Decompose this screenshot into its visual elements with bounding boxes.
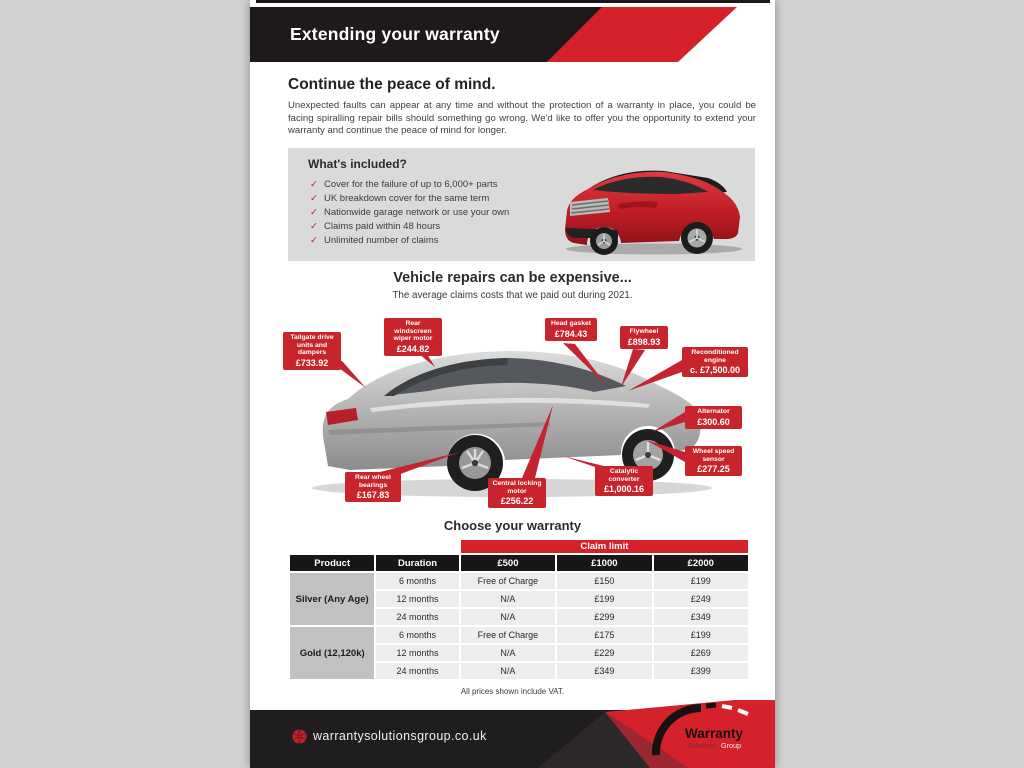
table-row: 24 months N/A £299 £349 [290,609,748,625]
header-banner [250,7,775,62]
included-list [310,178,509,248]
pricing-table [288,538,750,681]
table-row: 12 months N/A £229 £269 [290,645,748,661]
check-icon: ✓ [310,179,318,190]
col-header-product: Product [290,555,374,571]
footer [250,700,775,768]
red-suv-image [558,156,750,256]
callout-flywheel: Flywheel £898.93 [620,326,668,349]
callout-wheel-bearings: Rear wheel bearings £167.83 [345,472,401,502]
table-row: Gold (12,120k) 6 months Free of Charge £175 £199 [290,627,748,643]
whats-included-heading: What's included? [308,157,407,171]
col-header-1000: £1000 [557,555,651,571]
check-icon: ✓ [310,221,318,232]
col-header-2000: £2000 [654,555,748,571]
flyer-page [250,0,775,768]
list-item: ✓ Nationwide garage network or use your own [310,207,510,218]
product-gold: Gold (12,120k) [290,627,374,679]
product-silver: Silver (Any Age) [290,573,374,625]
callout-head-gasket: Head gasket £784.43 [545,318,597,341]
callout-tailgate: Tailgate drive units and dampers £733.92 [283,332,341,370]
globe-icon [292,729,307,744]
warranty-solutions-group-logo [645,700,770,764]
callout-locking-motor: Central locking motor £256.22 [488,478,546,508]
repairs-title: Vehicle repairs can be expensive... [393,270,632,286]
table-row: Silver (Any Age) 6 months Free of Charge £150 £199 [290,573,748,589]
list-item: ✓ Claims paid within 48 hours [310,221,441,232]
intro-heading: Continue the peace of mind. [288,76,496,93]
website-link[interactable]: warrantysolutionsgroup.co.uk [313,729,487,743]
repair-cost-diagram [250,308,775,513]
whats-included-panel [288,148,755,261]
table-header-row [290,555,748,571]
table-row: 24 months N/A £349 £399 [290,663,748,679]
check-icon: ✓ [310,207,318,218]
callout-wiper-motor: Rear windscreen wiper motor £244.82 [384,318,442,356]
claim-limit-header: Claim limit [461,540,748,553]
table-row: 12 months N/A £199 £249 [290,591,748,607]
check-icon: ✓ [310,235,318,246]
check-icon: ✓ [310,193,318,204]
pricing-table-wrap [288,538,750,681]
logo-word-group: Group [721,741,741,750]
logo-word-solutions: Solutions [687,741,717,750]
callout-catalytic: Catalytic converter £1,000.16 [595,466,653,496]
intro-paragraph: Unexpected faults can appear at any time and without the protection of a warranty in place, you could be facing spiralling repair bills should something go wrong. We'd like to offer you the opportunity to extend your warranty and continue the peace of mind for longer. [288,100,756,137]
logo-word-warranty: Warranty [685,726,744,741]
list-item: ✓ Cover for the failure of up to 6,000+ parts [310,179,498,190]
repairs-subtitle: The average claims costs that we paid out during 2021. [392,290,633,301]
callout-engine: Reconditioned engine c. £7,500.00 [682,347,748,377]
col-header-500: £500 [461,555,555,571]
vat-note: All prices shown include VAT. [460,687,565,696]
col-header-duration: Duration [376,555,458,571]
page-top-edge [256,0,770,3]
table-corner-cell [290,540,459,553]
callout-wheel-sensor: Wheel speed sensor £277.25 [685,446,742,476]
table-title: Choose your warranty [443,518,582,533]
page-title: Extending your warranty [290,24,500,44]
callout-alternator: Alternator £300.60 [685,406,742,429]
list-item: ✓ UK breakdown cover for the same term [310,193,490,204]
list-item: ✓ Unlimited number of claims [310,235,439,246]
